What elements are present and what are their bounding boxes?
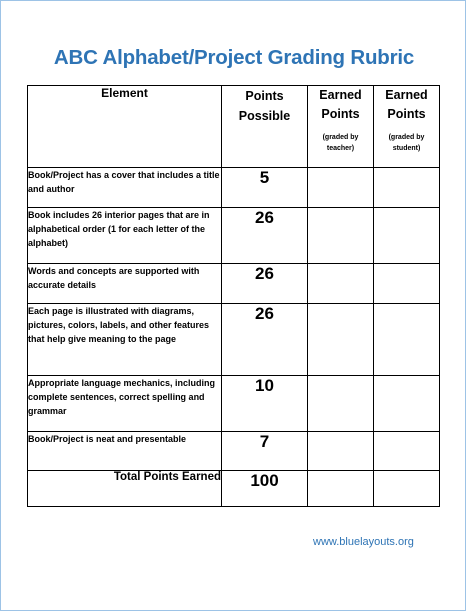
- points-possible-cell: 5: [222, 168, 308, 208]
- table-row: [28, 264, 440, 304]
- header-row: [28, 86, 440, 168]
- element-cell: Book/Project has a cover that includes a title and author: [28, 168, 222, 208]
- header-earned-student: [374, 86, 440, 168]
- earned-teacher-cell[interactable]: [308, 264, 374, 304]
- total-points-cell: 100: [222, 471, 308, 507]
- element-cell: Appropriate language mechanics, including complete sentences, correct spelling and grammar: [28, 376, 222, 432]
- points-possible-cell: 7: [222, 432, 308, 471]
- earned-student-cell[interactable]: [374, 304, 440, 376]
- page-title: ABC Alphabet/Project Grading Rubric: [53, 46, 415, 69]
- earned-student-cell[interactable]: [374, 376, 440, 432]
- earned-teacher-cell[interactable]: [308, 432, 374, 471]
- earned-teacher-cell[interactable]: [308, 208, 374, 264]
- grading-rubric-table: [27, 85, 440, 507]
- header-earned-student-line-2: Points: [387, 107, 426, 121]
- header-earned-teacher-note: [308, 132, 373, 154]
- table-row: [28, 432, 440, 471]
- total-row: [28, 471, 440, 507]
- element-cell: Book/Project is neat and presentable: [28, 432, 222, 471]
- total-earned-teacher-cell[interactable]: [308, 471, 374, 507]
- header-element: Element: [28, 86, 222, 168]
- earned-teacher-cell[interactable]: [308, 168, 374, 208]
- header-earned-student-note-1: (graded by: [388, 134, 425, 141]
- header-earned-student-note: [374, 132, 439, 154]
- points-possible-cell: 26: [222, 264, 308, 304]
- website-link[interactable]: www.bluelayouts.org: [313, 536, 414, 548]
- earned-student-cell[interactable]: [374, 264, 440, 304]
- points-possible-cell: 10: [222, 376, 308, 432]
- table-row: [28, 304, 440, 376]
- element-cell: Book includes 26 interior pages that are in alphabetical order (1 for each letter of the alphabet): [28, 208, 222, 264]
- total-label: Total Points Earned: [28, 471, 222, 507]
- header-earned-teacher-line-2: Points: [321, 107, 360, 121]
- header-earned-student-line-1: Earned: [385, 88, 428, 102]
- header-earned-teacher-note-2: teacher): [326, 145, 355, 152]
- element-cell: Words and concepts are supported with accurate details: [28, 264, 222, 304]
- header-points-line-2: Possible: [238, 109, 291, 123]
- points-possible-cell: 26: [222, 304, 308, 376]
- header-points-possible: [222, 86, 308, 168]
- element-cell: Each page is illustrated with diagrams, pictures, colors, labels, and other features that help give meaning to the page: [28, 304, 222, 376]
- earned-teacher-cell[interactable]: [308, 304, 374, 376]
- header-earned-teacher: [308, 86, 374, 168]
- total-earned-student-cell[interactable]: [374, 471, 440, 507]
- table-row: [28, 208, 440, 264]
- table-row: [28, 376, 440, 432]
- earned-student-cell[interactable]: [374, 168, 440, 208]
- header-points-line-1: Points: [245, 89, 284, 103]
- table-row: [28, 168, 440, 208]
- header-earned-teacher-note-1: (graded by: [322, 134, 359, 141]
- header-earned-teacher-line-1: Earned: [319, 88, 362, 102]
- earned-student-cell[interactable]: [374, 208, 440, 264]
- header-earned-student-note-2: student): [392, 145, 421, 152]
- points-possible-cell: 26: [222, 208, 308, 264]
- earned-teacher-cell[interactable]: [308, 376, 374, 432]
- earned-student-cell[interactable]: [374, 432, 440, 471]
